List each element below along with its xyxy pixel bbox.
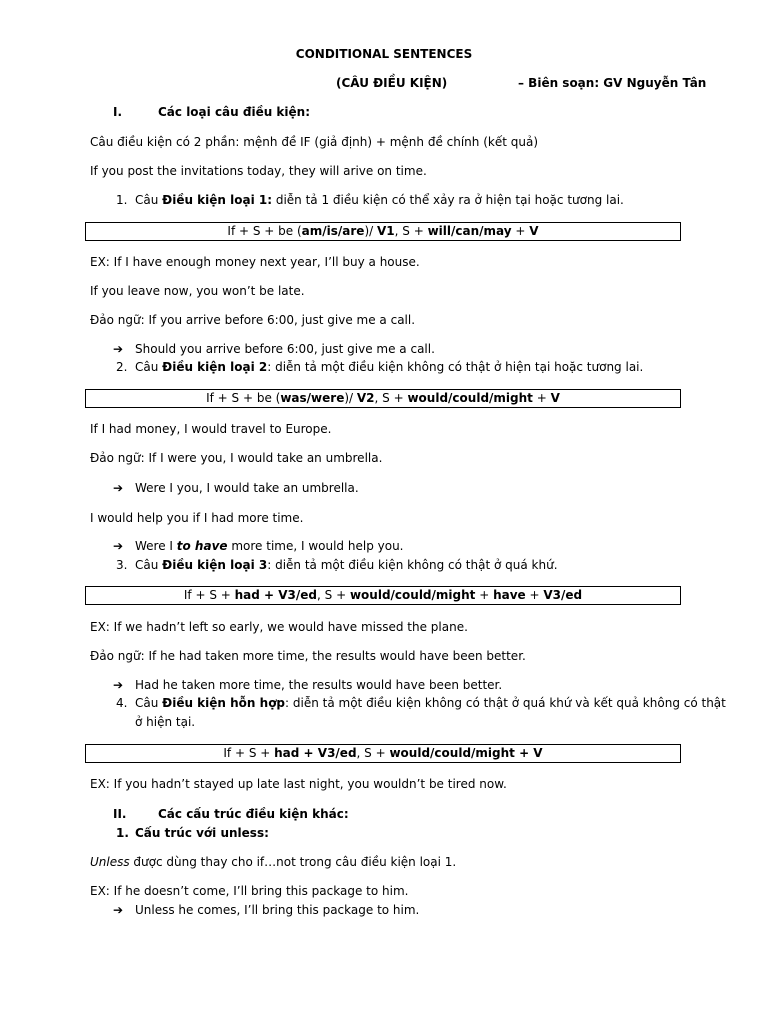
type4-formula: If + S + had + V3/ed, S + would/could/might + V [85, 744, 681, 763]
unless-example-result: Unless he comes, I’ll bring this package to him. [135, 903, 420, 917]
type1-inversion-result: Should you arrive before 6:00, just give me a call. [135, 342, 435, 356]
type2-heading: Câu Điều kiện loại 2: diễn tả một điều kiện không có thật ở hiện tại hoặc tương lai. [135, 360, 644, 374]
arrow-icon: ➔ [113, 903, 124, 917]
type4-example-1: EX: If you hadn’t stayed up late last night, you wouldn’t be tired now. [90, 777, 507, 791]
type3-example-1: EX: If we hadn’t left so early, we would have missed the plane. [90, 620, 468, 634]
unless-example-1: EX: If he doesn’t come, I’ll bring this package to him. [90, 884, 409, 898]
arrow-icon: ➔ [113, 342, 124, 356]
type2-number: 2. [116, 360, 128, 374]
page-title: CONDITIONAL SENTENCES [295, 47, 473, 61]
type1-heading: Câu Điều kiện loại 1: diễn tả 1 điều kiện có thể xảy ra ở hiện tại hoặc tương lai. [135, 193, 624, 207]
type4-number: 4. [116, 696, 128, 710]
arrow-icon: ➔ [113, 678, 124, 692]
type1-example-2: If you leave now, you won’t be late. [90, 284, 305, 298]
section1-number: I. [113, 105, 123, 119]
type2-example-2: I would help you if I had more time. [90, 511, 304, 525]
type2-formula: If + S + be (was/were)/ V2, S + would/could/might + V [85, 389, 681, 408]
type3-heading: Câu Điều kiện loại 3: diễn tả một điều kiện không có thật ở quá khứ. [135, 558, 558, 572]
section2-heading: Các cấu trúc điều kiện khác: [158, 807, 349, 821]
arrow-icon: ➔ [113, 539, 124, 553]
type3-inversion: Đảo ngữ: If he had taken more time, the results would have been better. [90, 649, 526, 663]
type1-formula: If + S + be (am/is/are)/ V1, S + will/can/may + V [85, 222, 681, 241]
unless-number: 1. [116, 826, 129, 840]
section2-number: II. [113, 807, 127, 821]
type4-heading: Câu Điều kiện hỗn hợp: diễn tả một điều kiện không có thật ở quá khứ và kết quả không có thật [135, 696, 726, 710]
type2-inversion-result-2: Were I to have more time, I would help you. [135, 539, 404, 553]
unless-heading: Cấu trúc với unless: [135, 826, 269, 840]
type1-number: 1. [116, 193, 128, 207]
arrow-icon: ➔ [113, 481, 124, 495]
section1-example: If you post the invitations today, they will arive on time. [90, 164, 427, 178]
type2-inversion-result: Were I you, I would take an umbrella. [135, 481, 359, 495]
page-subtitle: (CÂU ĐIỀU KIỆN) [336, 76, 448, 90]
type2-inversion: Đảo ngữ: If I were you, I would take an umbrella. [90, 451, 383, 465]
type1-example-1: EX: If I have enough money next year, I’ll buy a house. [90, 255, 420, 269]
type4-heading-cont: ở hiện tại. [135, 715, 196, 729]
type3-formula: If + S + had + V3/ed, S + would/could/might + have + V3/ed [85, 586, 681, 605]
type2-example-1: If I had money, I would travel to Europe. [90, 422, 332, 436]
type3-number: 3. [116, 558, 128, 572]
type1-inversion: Đảo ngữ: If you arrive before 6:00, just give me a call. [90, 313, 416, 327]
unless-desc: Unless được dùng thay cho if…not trong câu điều kiện loại 1. [90, 855, 457, 869]
section1-intro: Câu điều kiện có 2 phần: mệnh đề IF (giả định) + mệnh đề chính (kết quả) [90, 135, 538, 149]
type3-inversion-result: Had he taken more time, the results would have been better. [135, 678, 503, 692]
section1-heading: Các loại câu điều kiện: [158, 105, 311, 119]
author-credit: – Biên soạn: GV Nguyễn Tân [518, 76, 707, 90]
